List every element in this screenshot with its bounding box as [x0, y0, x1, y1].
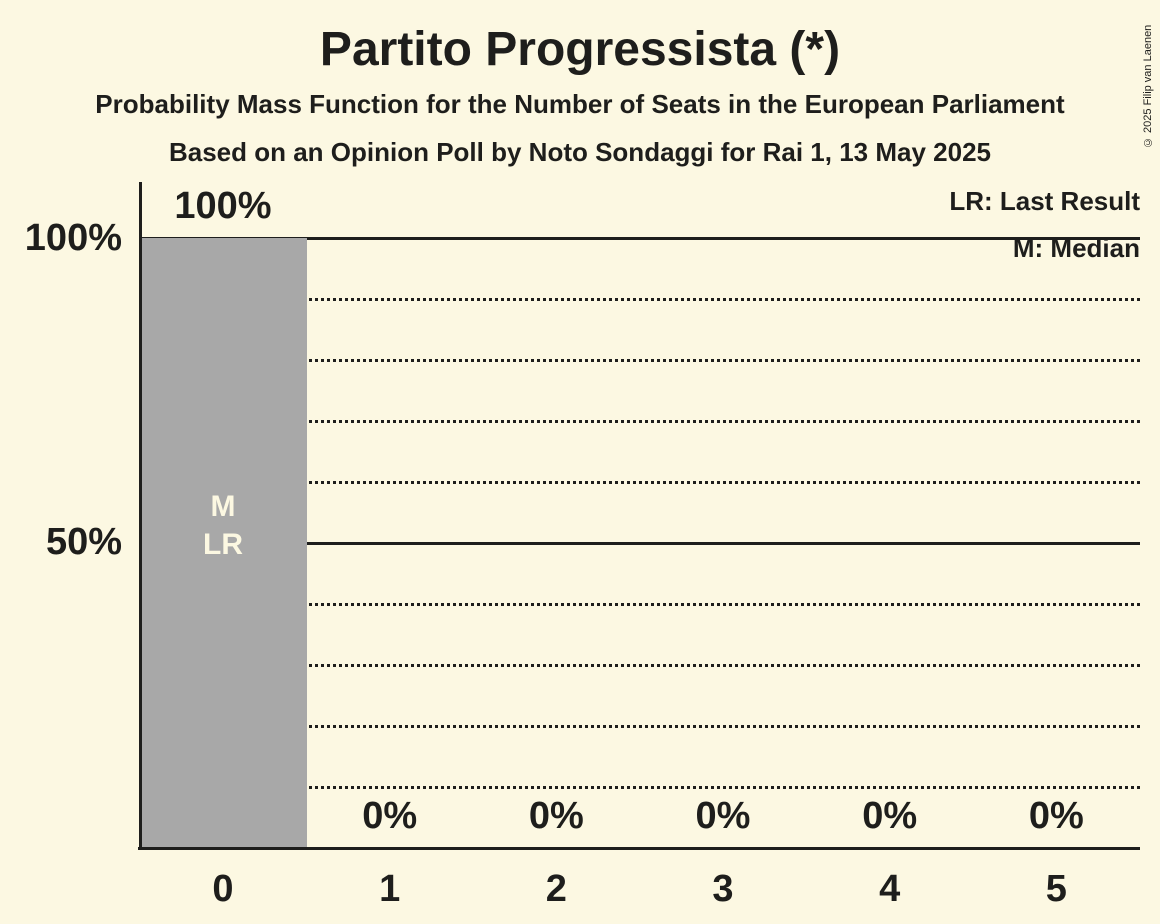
- value-label-seats-2: 0%: [528, 795, 584, 837]
- value-label-seats-4: 0%: [862, 795, 918, 837]
- x-axis-line: [138, 847, 1140, 850]
- value-label-seats-5: 0%: [1028, 795, 1084, 837]
- y-axis-label-50: 50%: [45, 521, 122, 563]
- chart-subtitle: Probability Mass Function for the Number of Seats in the European Parliament: [95, 89, 1065, 119]
- bar-annotation-seats-0: [140, 488, 306, 564]
- copyright-notice: © 2025 Filip van Laenen: [1142, 24, 1154, 148]
- x-tick-label-2: 2: [545, 868, 567, 910]
- bar-annotation-m: M: [210, 490, 236, 523]
- value-label-seats-3: 0%: [695, 795, 751, 837]
- x-tick-label-4: 4: [879, 868, 901, 910]
- bar-annotation-lr: LR: [203, 528, 243, 561]
- legend-median: M: Median: [1012, 233, 1140, 263]
- x-tick-label-5: 5: [1045, 868, 1067, 910]
- y-axis-label-100: 100%: [24, 217, 122, 259]
- legend-last-result: LR: Last Result: [949, 186, 1140, 216]
- chart-source-line: Based on an Opinion Poll by Noto Sondaggi for Rai 1, 13 May 2025: [168, 137, 992, 167]
- x-tick-label-0: 0: [212, 868, 234, 910]
- value-label-seats-0: 100%: [174, 185, 272, 227]
- x-tick-label-1: 1: [379, 868, 401, 910]
- value-label-seats-1: 0%: [362, 795, 418, 837]
- x-tick-label-3: 3: [712, 868, 734, 910]
- chart-title: Partito Progressista (*): [319, 23, 841, 76]
